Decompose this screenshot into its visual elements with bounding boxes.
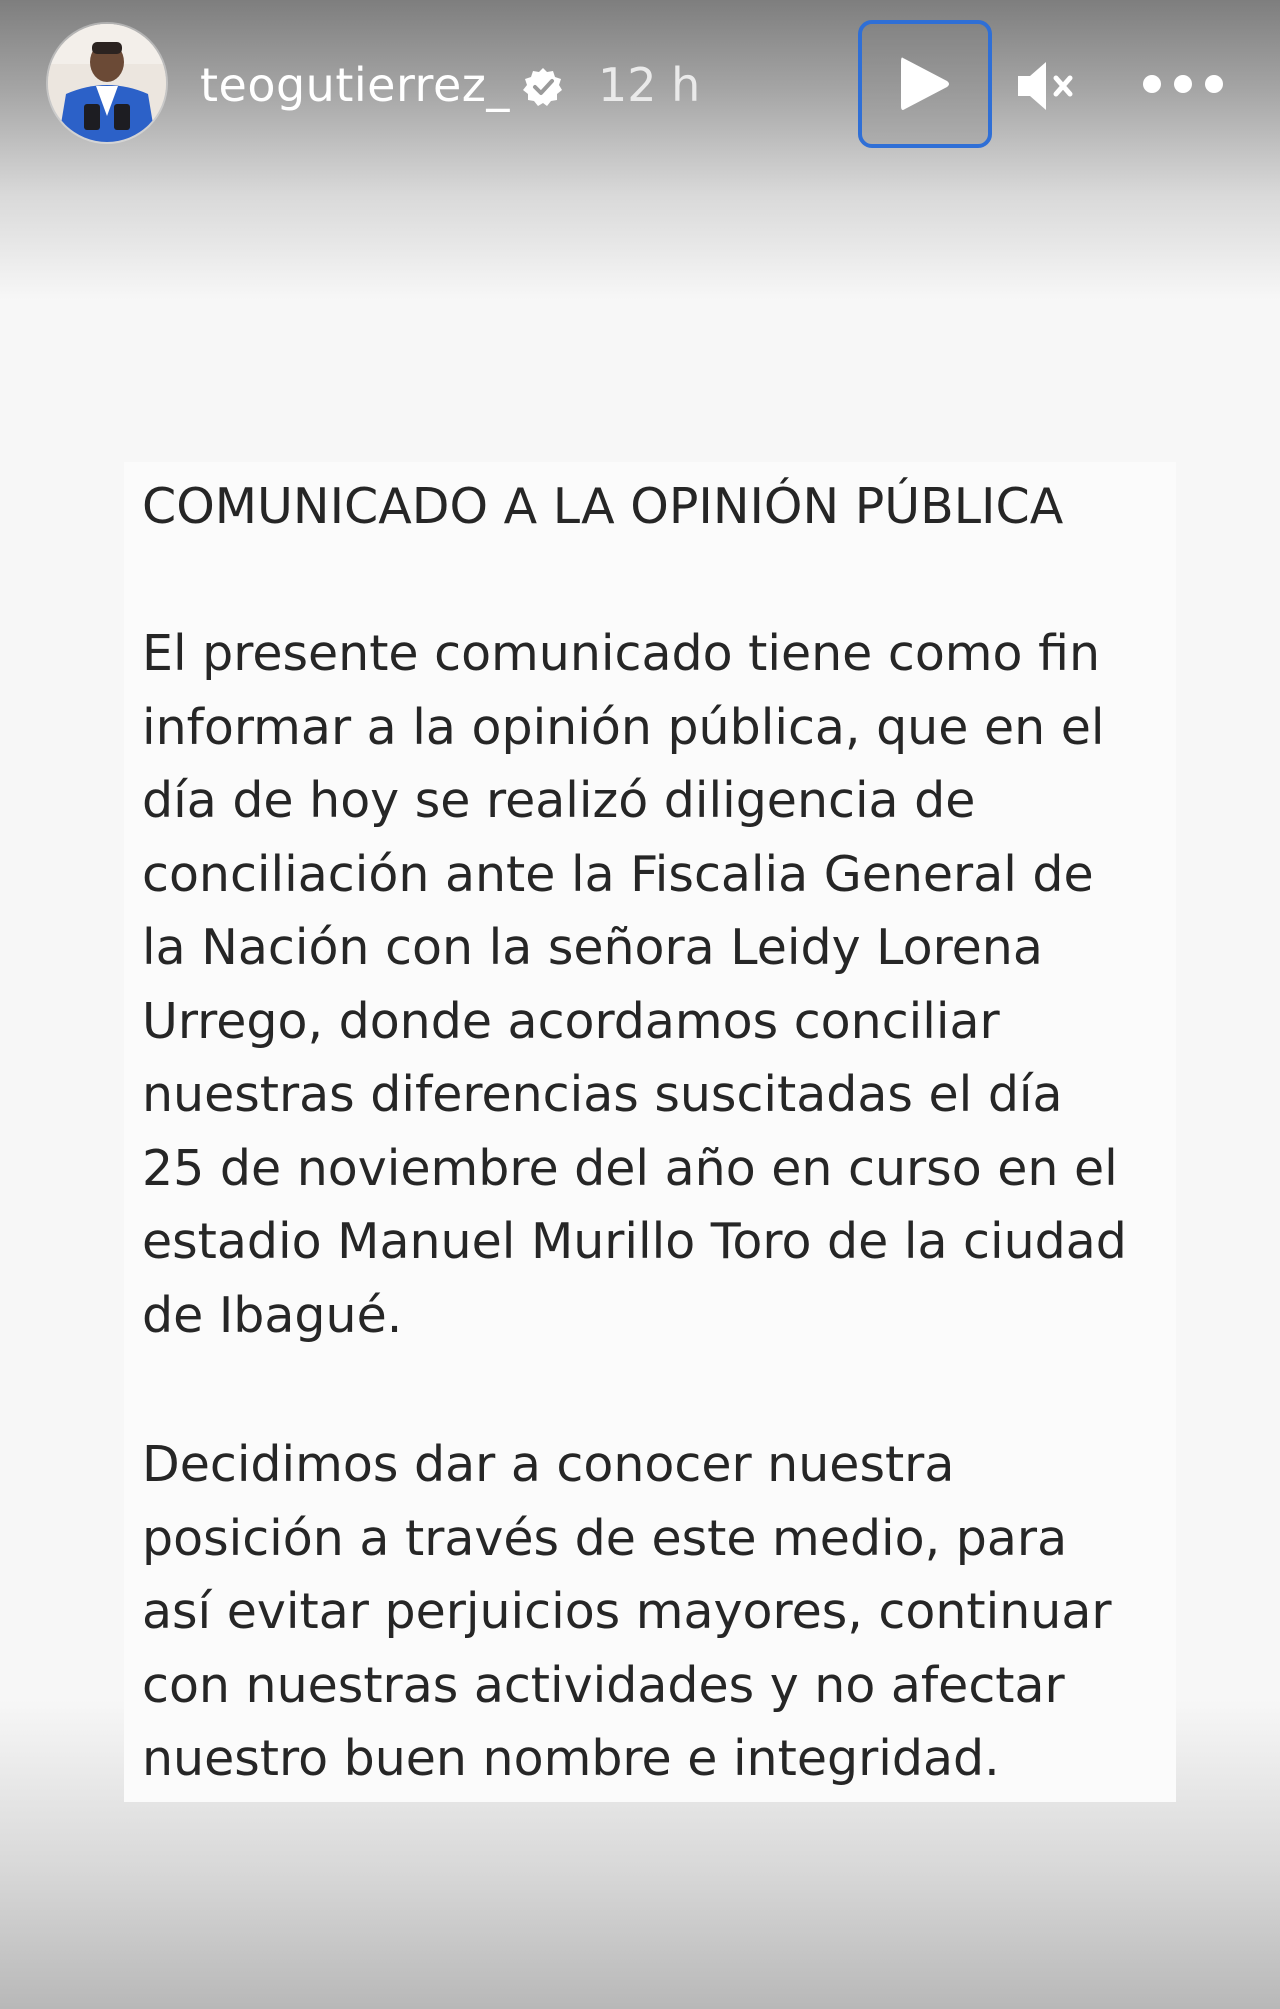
paragraph-line: la Nación con la señora Leidy Lorena: [142, 919, 1043, 976]
paragraph-line: así evitar perjuicios mayores, continuar: [142, 1583, 1112, 1640]
paragraph-line: Urrego, donde acordamos conciliar: [142, 992, 1000, 1050]
paragraph-line: con nuestras actividades y no afectar: [142, 1656, 1065, 1714]
more-options-button[interactable]: [1140, 64, 1226, 104]
play-icon: [897, 54, 953, 114]
paragraph-line: conciliación ante la Fiscalia General de: [142, 845, 1094, 903]
paragraph-line: El presente comunicado tiene como fin: [142, 625, 1101, 682]
paragraph-line: de Ibagué.: [142, 1286, 403, 1344]
statement-paragraph-1: [142, 617, 1182, 1352]
verified-badge-icon: [522, 66, 564, 108]
paragraph-line: Decidimos dar a conocer nuestra: [142, 1436, 955, 1493]
paragraph-line: nuestro buen nombre e integridad.: [142, 1730, 1000, 1787]
paragraph-line: informar a la opinión pública, que en el: [142, 698, 1105, 756]
statement-paragraph-2: [142, 1428, 1182, 1796]
paragraph-line: estadio Manuel Murillo Toro de la ciudad: [142, 1213, 1127, 1270]
story-timestamp: 12 h: [598, 58, 701, 112]
username[interactable]: teogutierrez_: [200, 58, 510, 112]
avatar[interactable]: [48, 24, 166, 142]
paragraph-line: posición a través de este medio, para: [142, 1509, 1068, 1567]
mute-icon: [1014, 56, 1078, 116]
more-options-icon: [1140, 64, 1226, 104]
paragraph-line: día de hoy se realizó diligencia de: [142, 772, 976, 829]
paragraph-line: nuestras diferencias suscitadas el día: [142, 1066, 1063, 1123]
paragraph-line: 25 de noviembre del año en curso en el: [142, 1139, 1118, 1197]
story-header: [0, 0, 1280, 170]
statement-title: COMUNICADO A LA OPINIÓN PÚBLICA: [142, 478, 1064, 535]
mute-button[interactable]: [1014, 56, 1078, 116]
play-button[interactable]: [858, 20, 992, 148]
